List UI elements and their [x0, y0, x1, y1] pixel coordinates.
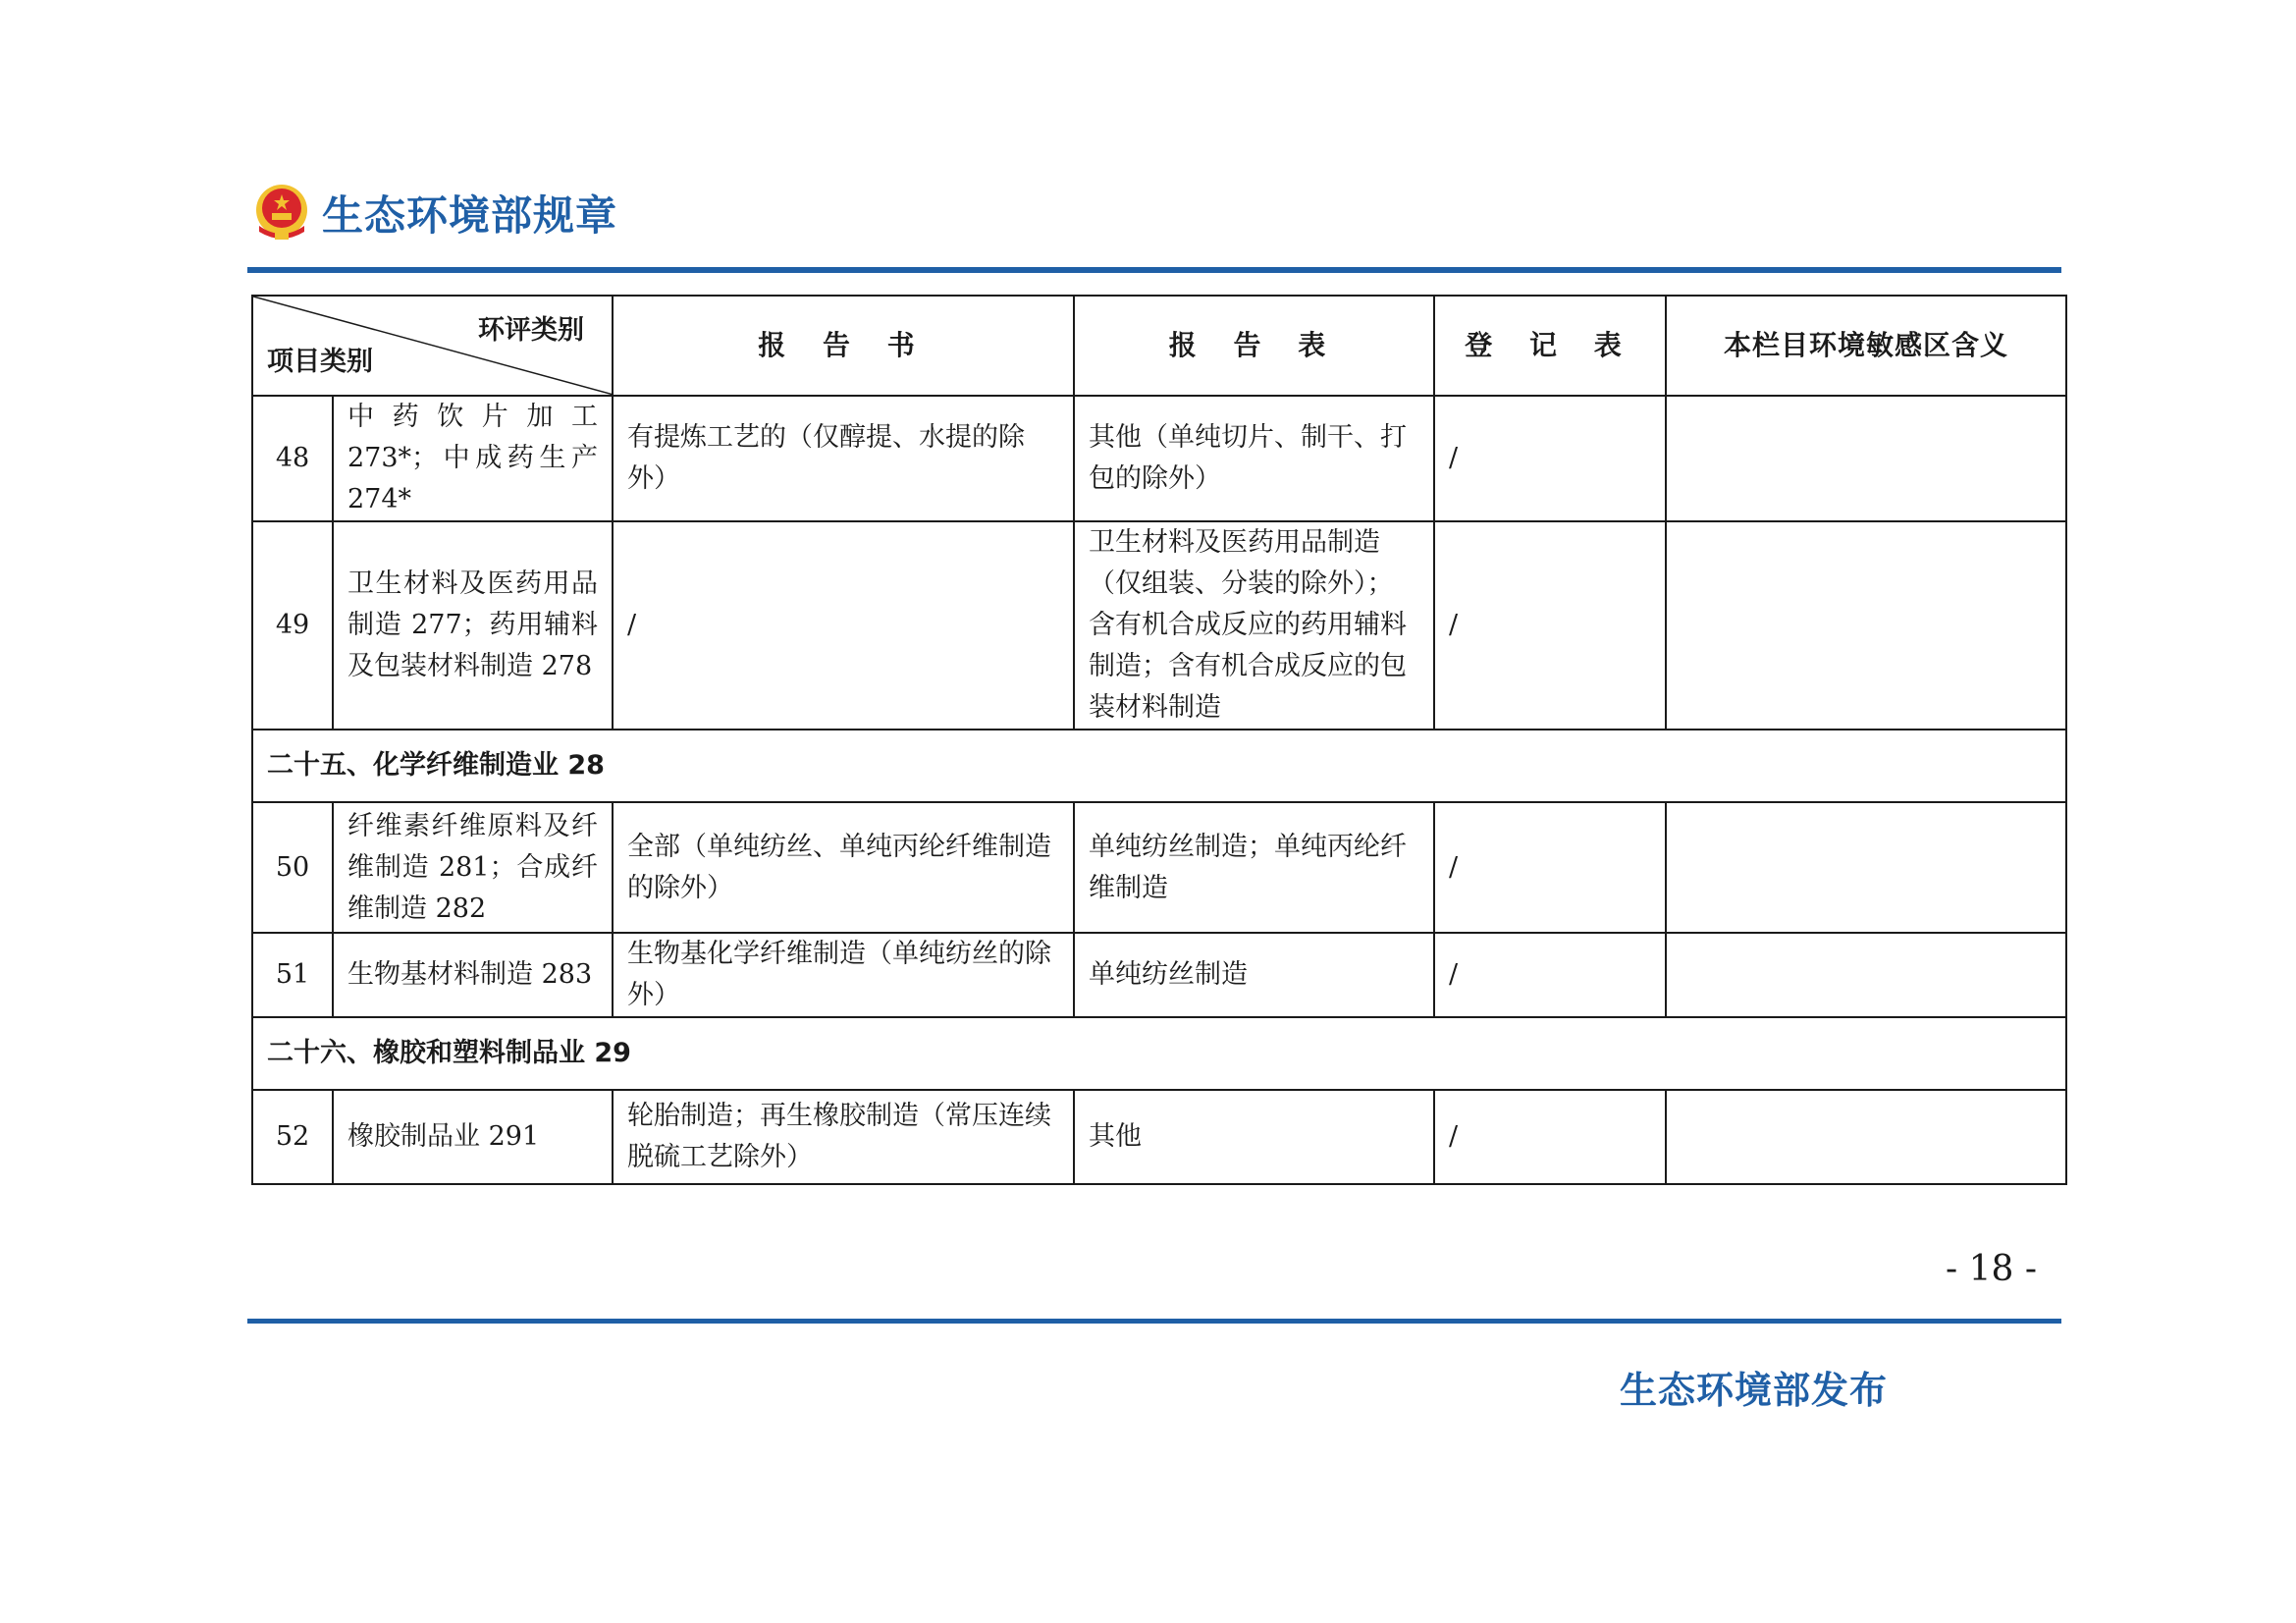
header-rule	[247, 267, 2061, 273]
report-form-cell: 卫生材料及医药用品制造（仅组装、分装的除外）；含有机合成反应的药用辅料制造；含有机合成反应的包装材料制造	[1074, 521, 1434, 730]
project-category-cell: 中药饮片加工 273*；中成药生产 274*	[333, 396, 613, 521]
report-book-cell: 全部（单纯纺丝、单纯丙纶纤维制造的除外）	[613, 802, 1074, 933]
registration-cell: /	[1434, 1090, 1666, 1184]
report-book-cell: /	[613, 521, 1074, 730]
sensitive-area-cell	[1666, 521, 2066, 730]
eia-category-table	[251, 295, 2067, 1185]
row-number: 49	[252, 521, 333, 730]
section-title: 二十六、橡胶和塑料制品业 29	[252, 1017, 2066, 1090]
sensitive-area-cell	[1666, 933, 2066, 1017]
eia-category-label: 环评类别	[478, 315, 584, 346]
row-number: 52	[252, 1090, 333, 1184]
report-form-cell: 单纯纺丝制造；单纯丙纶纤维制造	[1074, 802, 1434, 933]
table-row	[252, 521, 2066, 730]
row-number: 50	[252, 802, 333, 933]
registration-cell: /	[1434, 933, 1666, 1017]
sensitive-area-cell	[1666, 802, 2066, 933]
page-header	[253, 179, 617, 247]
row-number: 48	[252, 396, 333, 521]
report-form-cell: 其他（单纯切片、制干、打包的除外）	[1074, 396, 1434, 521]
footer-publisher: 生态环境部发布	[1620, 1369, 1889, 1412]
report-book-cell: 有提炼工艺的（仅醇提、水提的除外）	[613, 396, 1074, 521]
project-category-cell: 纤维素纤维原料及纤维制造 281；合成纤维制造 282	[333, 802, 613, 933]
project-category-label: 项目类别	[267, 347, 373, 377]
report-form-cell: 单纯纺丝制造	[1074, 933, 1434, 1017]
project-category-cell: 卫生材料及医药用品制造 277；药用辅料及包装材料制造 278	[333, 521, 613, 730]
report-form-cell: 其他	[1074, 1090, 1434, 1184]
col-header-sensitive-area: 本栏目环境敏感区含义	[1666, 296, 2066, 396]
registration-cell: /	[1434, 802, 1666, 933]
table-row	[252, 933, 2066, 1017]
table-header-row	[252, 296, 2066, 396]
page-number: - 18 -	[1946, 1249, 2038, 1289]
diagonal-header-cell	[252, 296, 613, 396]
project-category-cell: 橡胶制品业 291	[333, 1090, 613, 1184]
col-header-report-form: 报 告 表	[1074, 296, 1434, 396]
row-number: 51	[252, 933, 333, 1017]
header-title: 生态环境部规章	[322, 191, 618, 240]
registration-cell: /	[1434, 521, 1666, 730]
project-category-cell: 生物基材料制造 283	[333, 933, 613, 1017]
table-row	[252, 1090, 2066, 1184]
report-book-cell: 轮胎制造；再生橡胶制造（常压连续脱硫工艺除外）	[613, 1090, 1074, 1184]
section-row	[252, 1017, 2066, 1090]
section-title: 二十五、化学纤维制造业 28	[252, 730, 2066, 802]
registration-cell: /	[1434, 396, 1666, 521]
col-header-registration: 登 记 表	[1434, 296, 1666, 396]
sensitive-area-cell	[1666, 396, 2066, 521]
report-book-cell: 生物基化学纤维制造（单纯纺丝的除外）	[613, 933, 1074, 1017]
table-row	[252, 802, 2066, 933]
table-row	[252, 396, 2066, 521]
sensitive-area-cell	[1666, 1090, 2066, 1184]
national-emblem-icon	[253, 183, 310, 243]
footer-rule	[247, 1319, 2061, 1324]
col-header-report-book: 报 告 书	[613, 296, 1074, 396]
section-row	[252, 730, 2066, 802]
